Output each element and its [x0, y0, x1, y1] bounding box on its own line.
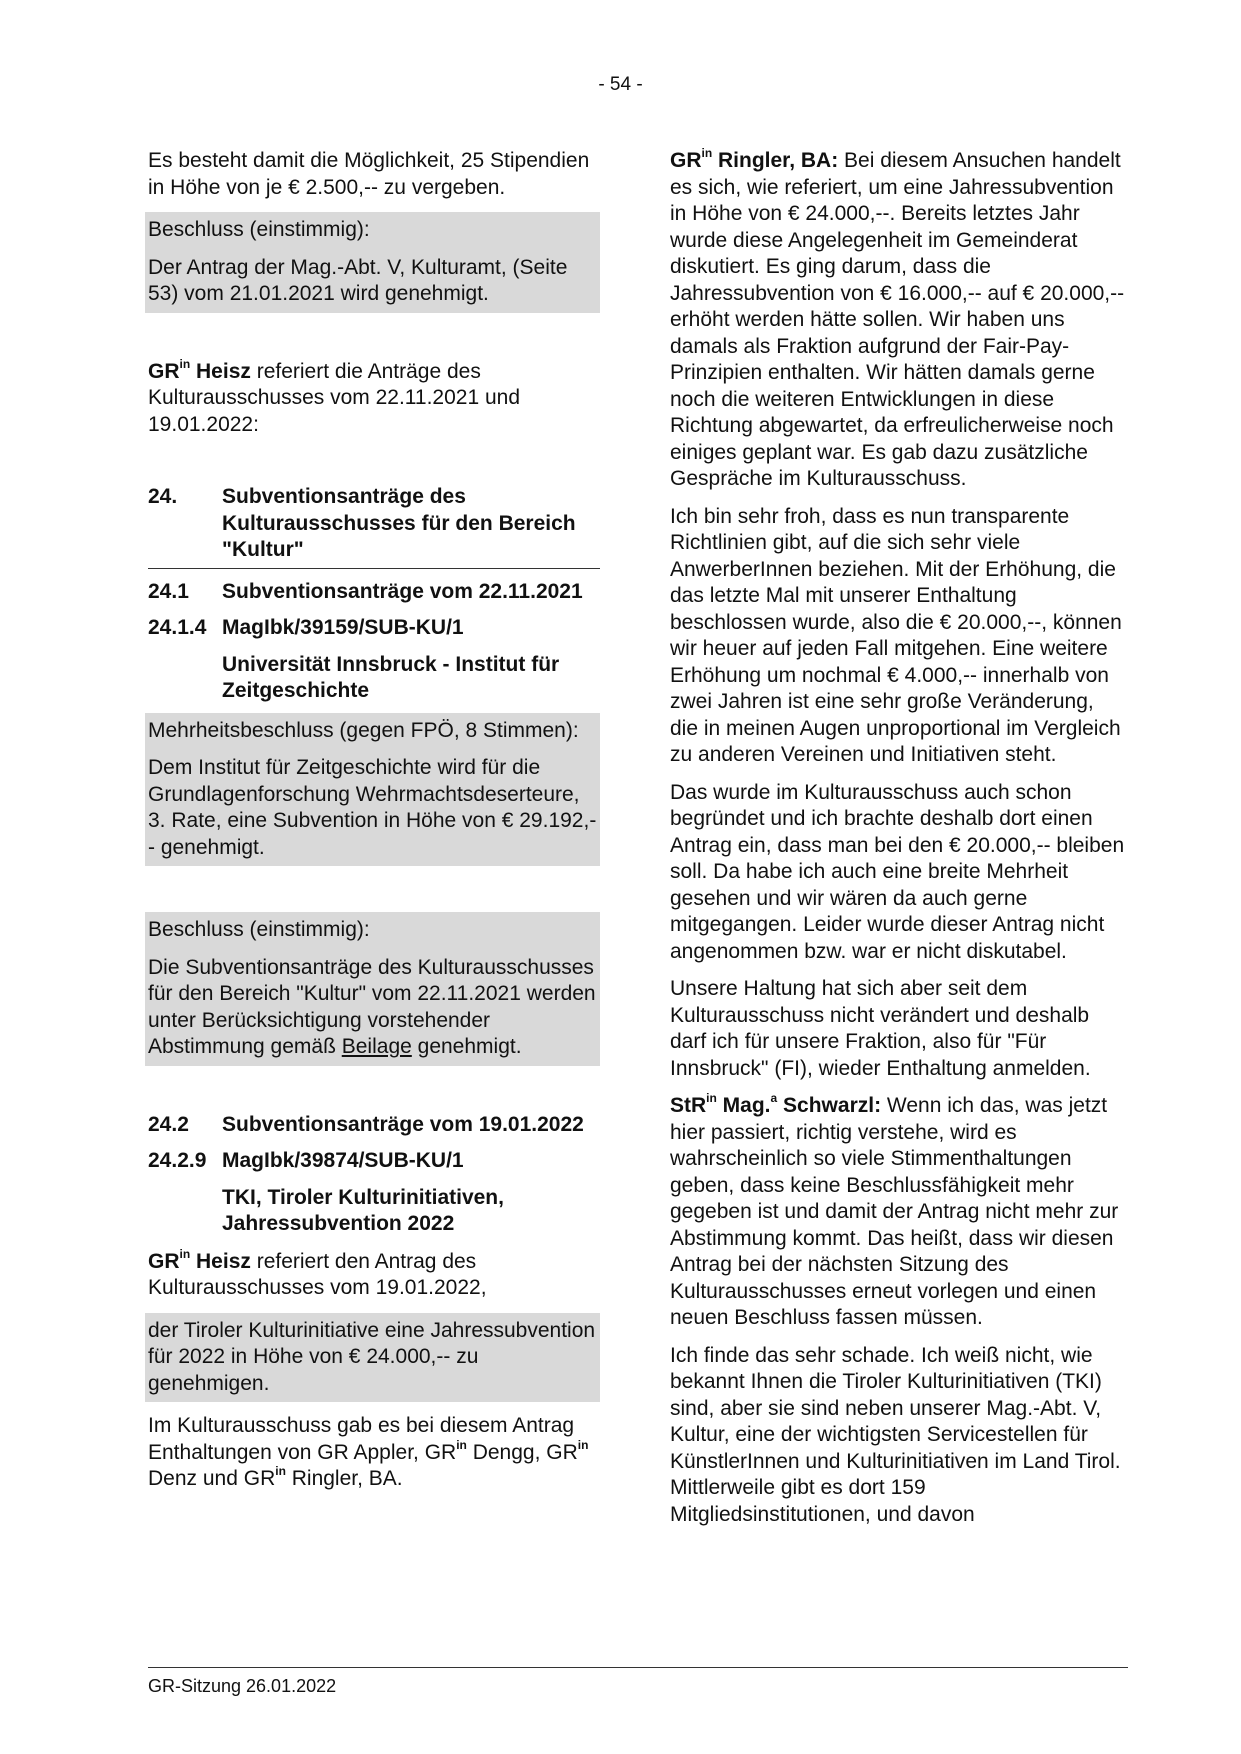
- page-number: - 54 -: [598, 74, 643, 95]
- decision-text: Die Subventionsanträge des Kulturausschusses für den Bereich "Kultur" vom 22.11.2021 werden unter Berücksichtigung vorstehender Abstimmung gemäß Beilage genehmigt.: [148, 955, 596, 1058]
- decision-text: Der Antrag der Mag.-Abt. V, Kulturamt, (Seite 53) vom 21.01.2021 wird genehmigt.: [148, 255, 568, 305]
- left-column: [148, 148, 600, 1504]
- speech-paragraph-4: Unsere Haltung hat sich aber seit dem Kulturausschuss nicht verändert und deshalb darf ich für unsere Fraktion, also für "Für Innsbruck" (FI), wieder Enthaltung anmelden.: [670, 977, 1091, 1080]
- footer-divider: [148, 1667, 1128, 1668]
- decision-box-1: [145, 212, 600, 313]
- heading-24: 24. Subventionsanträge des Kulturausschusses für den Bereich "Kultur": [148, 484, 600, 569]
- speech-schwarzl: StR$^{in}$ Mag.$^a$ Schwarzl: Wenn ich das, was jetzt hier passiert, richtig verstehe, wird es wahrscheinlich so viele Stimmenthaltungen geben, dass keine Beschlussfähigkeit mehr gegeben ist und damit der Antrag nicht mehr zur Abstimmung kommt. Das heißt, dass wir diesen Antrag bei der nächsten Sitzung des Kulturausschusses erneut vorlegen und einen neuen Beschluss fassen müssen.: [670, 1091, 1119, 1329]
- heading-24-1-4-subtitle: Universität Innsbruck - Institut für Zeitgeschichte: [222, 652, 560, 702]
- motion-box: [145, 1313, 600, 1403]
- decision-text: Dem Institut für Zeitgeschichte wird für die Grundlagenforschung Wehrmachtsdeserteure, 3. Rate, eine Subvention in Höhe von € 29.192,-- genehmigt.: [148, 756, 597, 859]
- speech-paragraph-6: Ich finde das sehr schade. Ich weiß nicht, wie bekannt Ihnen die Tiroler Kulturinitiativen (TKI) sind, aber sie sind neben unserer Mag.-Abt. V, Kultur, eine der wichtigsten Servicestellen für KünstlerInnen und Kulturinitiativen im Land Tirol. Mittlerweile gibt es dort 159 Mitgliedsinstitutionen, und davon: [670, 1343, 1121, 1526]
- heading-24-2: 24.2 Subventionsanträge vom 19.01.2022: [148, 1112, 584, 1136]
- speech-paragraph-2: Ich bin sehr froh, dass es nun transparente Richtlinien gibt, auf die sich sehr viele AnwerberInnen beziehen. Mit der Erhöhung, die das letzte Mal mit unserer Enthaltung beschlossen wurde, also die € 20.000,--, können wir heuer auf jeden Fall mitgehen. Eine weitere Erhöhung um nochmal € 4.000,-- innerhalb von zwei Jahren ist eine sehr große Veränderung, die in meinen Augen unproportional im Vergleich zu anderen Vereinen und Initiativen steht.: [670, 504, 1122, 766]
- speech-ringler: $GR^{in}$ Ringler, BA: Bei diesem Ansuchen handelt es sich, wie referiert, um eine Jahressubvention in Höhe von € 24.000,--. Bereits letztes Jahr wurde diese Angelegenheit im Gemeinderat diskutiert. Es ging darum, dass die Jahressubvention von € 16.000,-- auf € 20.000,-- erhöht werden hätte sollen. Wir haben uns damals als Fraktion aufgrund der Fair-Pay-Prinzipien enthalten. Wir hätten damals gerne noch die weiteren Entwicklungen in diese Richtung abgewartet, da erfreulicherweise noch einiges geplant war. Es gab dazu zusätzliche Gespräche im Kulturausschuss.: [670, 146, 1125, 490]
- decision-label: Mehrheitsbeschluss (gegen FPÖ, 8 Stimmen):: [148, 718, 579, 742]
- decision-box-2: [145, 713, 600, 867]
- decision-label: Beschluss (einstimmig):: [148, 218, 370, 241]
- referral-paragraph-1: $GR^{in}$ Heisz referiert die Anträge des Kulturausschusses vom 22.11.2021 und 19.01.2022:: [148, 356, 521, 436]
- heading-24-1: 24.1 Subventionsanträge vom 22.11.2021: [148, 579, 583, 603]
- heading-24-2-9-subtitle: TKI, Tiroler Kulturinitiativen, Jahressubvention 2022: [222, 1185, 504, 1235]
- decision-label: Beschluss (einstimmig):: [148, 918, 370, 941]
- motion-text: der Tiroler Kulturinitiative eine Jahressubvention für 2022 in Höhe von € 24.000,-- zu genehmigen.: [148, 1318, 596, 1395]
- heading-24-2-9: 24.2.9 MagIbk/39874/SUB-KU/1: [148, 1149, 464, 1172]
- beilage-link[interactable]: Beilage: [341, 1035, 412, 1058]
- footer-text: GR-Sitzung 26.01.2022: [148, 1676, 337, 1696]
- referral-paragraph-2: $GR^{in}$ Heisz referiert den Antrag des Kulturausschusses vom 19.01.2022,: [148, 1246, 487, 1299]
- right-column: [670, 148, 1125, 1539]
- abstention-paragraph: Im Kulturausschuss gab es bei diesem Antrag Enthaltungen von GR Appler, $GR^{in}$ Dengg, $GR^{in}$ Denz und $GR^{in}$ Ringler, BA.: [148, 1414, 589, 1490]
- heading-24-1-4: 24.1.4 MagIbk/39159/SUB-KU/1: [148, 616, 464, 639]
- intro-paragraph: Es besteht damit die Möglichkeit, 25 Stipendien in Höhe von je € 2.500,-- zu vergeben.: [148, 149, 590, 199]
- speech-paragraph-3: Das wurde im Kulturausschuss auch schon begründet und ich brachte deshalb dort einen Antrag ein, dass man bei den € 20.000,-- bleiben soll. Da habe ich auch eine breite Mehrheit gesehen und wir wären da auch gerne mitgegangen. Leider wurde dieser Antrag nicht angenommen bzw. war er nicht diskutabel.: [670, 780, 1125, 963]
- decision-box-3: [145, 912, 600, 1066]
